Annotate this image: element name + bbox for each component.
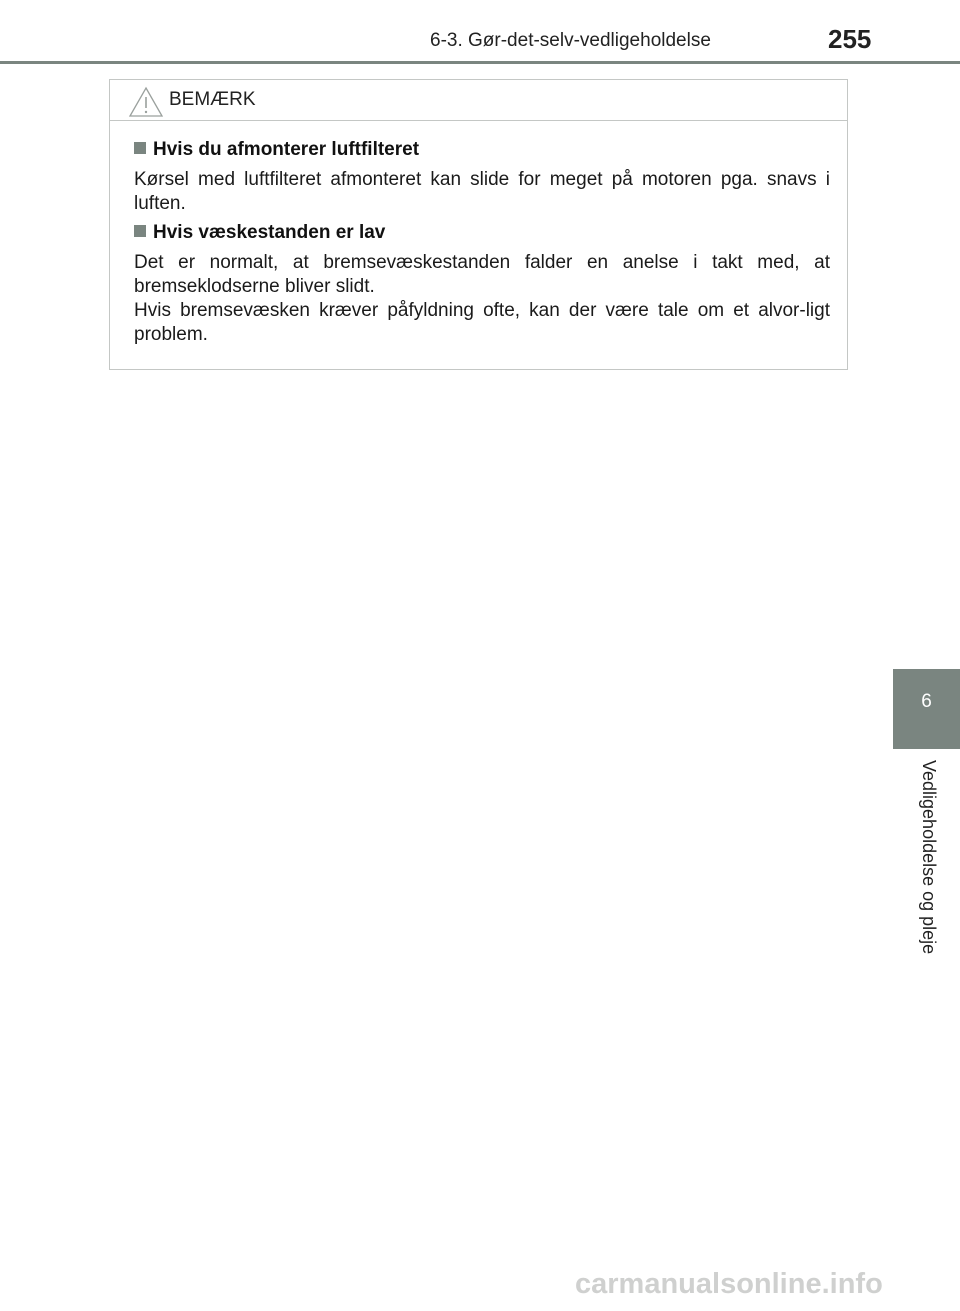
section-paragraph: Kørsel med luftfilteret afmonteret kan slide for meget på motoren pga. snavs i luften. — [134, 169, 830, 214]
section-bullet-icon — [134, 142, 146, 154]
section-paragraph: Det er normalt, at bremsevæskestanden falder en anelse i takt med, at bremseklodserne bliver slidt. — [134, 252, 830, 297]
note-label: BEMÆRK — [169, 89, 256, 110]
section-paragraph: Hvis bremsevæsken kræver påfyldning ofte, kan der være tale om et alvor-ligt problem. — [134, 300, 830, 345]
warning-triangle-icon — [128, 86, 164, 118]
chapter-title: Vedligeholdelse og pleje — [919, 760, 939, 955]
chapter-number: 6 — [921, 691, 932, 712]
note-box — [109, 79, 848, 370]
chapter-side-tab — [893, 669, 960, 749]
page-number: 255 — [828, 24, 872, 54]
section-heading: Hvis væskestanden er lav — [153, 222, 386, 243]
section-bullet-icon — [134, 225, 146, 237]
section-heading: Hvis du afmonterer luftfilteret — [153, 139, 420, 160]
header-section-title: 6-3. Gør-det-selv-vedligeholdelse — [430, 30, 711, 51]
note-header — [110, 80, 847, 121]
header-rule — [0, 61, 960, 64]
watermark: carmanualsonline.info — [575, 1268, 883, 1300]
